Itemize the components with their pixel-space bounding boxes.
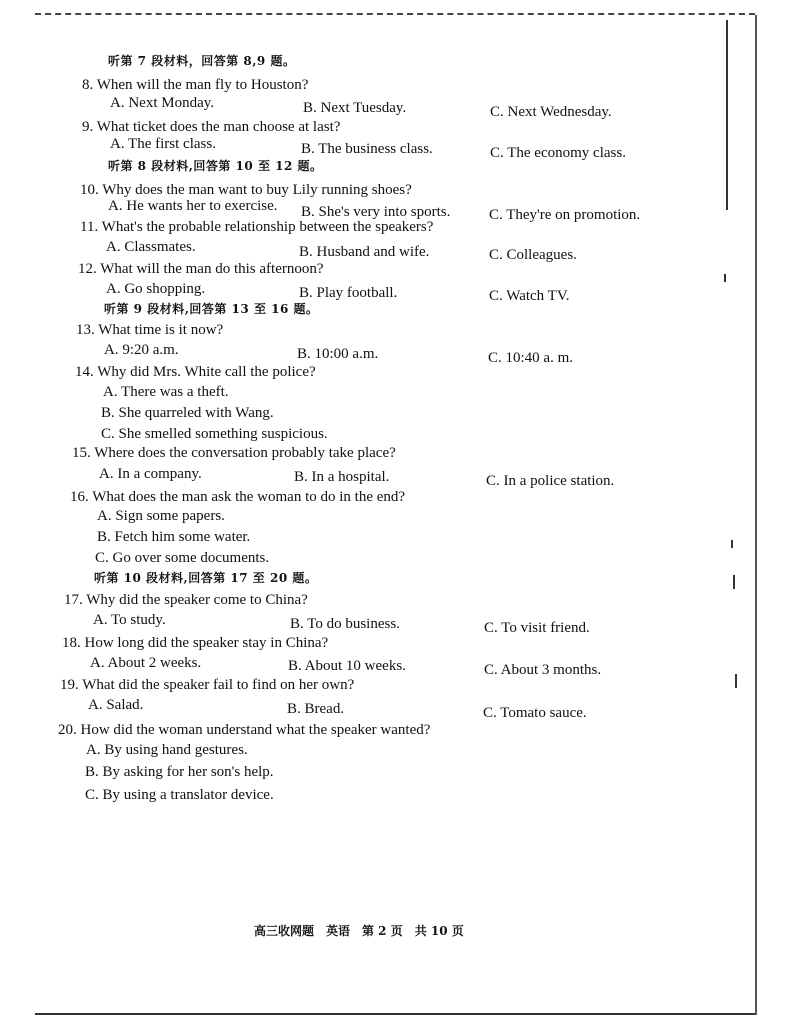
option-b: B. Fetch him some water. bbox=[97, 529, 251, 545]
option-c: C. Colleagues. bbox=[489, 247, 577, 263]
scan-speck bbox=[733, 575, 735, 589]
option-b: B. To do business. bbox=[290, 616, 400, 632]
scan-speck bbox=[731, 540, 733, 548]
question-stem: 18. How long did the speaker stay in China? bbox=[62, 635, 329, 651]
option-b: B. The business class. bbox=[301, 141, 433, 157]
option-a: A. Classmates. bbox=[106, 239, 196, 255]
option-a: A. He wants her to exercise. bbox=[108, 198, 278, 214]
question-stem: 9. What ticket does the man choose at last? bbox=[82, 119, 341, 135]
option-a: A. There was a theft. bbox=[103, 384, 229, 400]
option-a: A. Go shopping. bbox=[106, 281, 206, 297]
option-c: C. Next Wednesday. bbox=[490, 104, 612, 120]
section-heading: 听第 9 段材料,回答第 13 至 16 题。 bbox=[104, 302, 319, 316]
option-b: B. 10:00 a.m. bbox=[297, 346, 379, 362]
question-stem: 15. Where does the conversation probably take place? bbox=[72, 445, 396, 461]
question-stem: 17. Why did the speaker come to China? bbox=[64, 592, 308, 608]
option-a: A. Next Monday. bbox=[110, 95, 215, 111]
question-stem: 16. What does the man ask the woman to do in the end? bbox=[70, 489, 406, 505]
scan-speck bbox=[735, 674, 737, 688]
question-stem: 14. Why did Mrs. White call the police? bbox=[75, 364, 316, 380]
option-c: C. Go over some documents. bbox=[95, 550, 270, 566]
option-b: B. By asking for her son's help. bbox=[85, 764, 274, 780]
option-a: A. Salad. bbox=[88, 697, 144, 713]
option-a: A. To study. bbox=[93, 612, 166, 628]
question-stem: 10. Why does the man want to buy Lily running shoes? bbox=[80, 182, 412, 198]
option-c: C. She smelled something suspicious. bbox=[101, 426, 328, 442]
option-b: B. She quarreled with Wang. bbox=[101, 405, 274, 421]
option-c: C. They're on promotion. bbox=[489, 207, 641, 223]
option-b: B. She's very into sports. bbox=[301, 204, 451, 220]
option-a: A. By using hand gestures. bbox=[86, 742, 248, 758]
option-c: C. About 3 months. bbox=[484, 662, 602, 678]
option-a: A. In a company. bbox=[99, 466, 202, 482]
question-stem: 20. How did the woman understand what the speaker wanted? bbox=[58, 722, 431, 738]
option-a: A. Sign some papers. bbox=[97, 508, 225, 524]
option-a: A. 9:20 a.m. bbox=[104, 342, 179, 358]
option-b: B. Bread. bbox=[287, 701, 345, 717]
top-border-line bbox=[35, 13, 755, 15]
option-c: C. By using a translator device. bbox=[85, 787, 274, 803]
scan-speck bbox=[724, 274, 726, 282]
page-footer: 高三收网题 英语 第 2 页 共 10 页 bbox=[254, 924, 464, 938]
option-c: C. Tomato sauce. bbox=[483, 705, 587, 721]
question-stem: 8. When will the man fly to Houston? bbox=[82, 77, 309, 93]
option-b: B. Next Tuesday. bbox=[303, 100, 407, 116]
option-b: B. Husband and wife. bbox=[299, 244, 430, 260]
option-c: C. 10:40 a. m. bbox=[488, 350, 573, 366]
option-a: A. About 2 weeks. bbox=[90, 655, 202, 671]
option-c: C. The economy class. bbox=[490, 145, 626, 161]
option-b: B. In a hospital. bbox=[294, 469, 390, 485]
section-heading: 听第 7 段材料，回答第 8,9 题。 bbox=[108, 54, 296, 68]
right-margin-line bbox=[726, 20, 728, 210]
bottom-border-line bbox=[35, 1013, 755, 1015]
section-heading: 听第 8 段材料,回答第 10 至 12 题。 bbox=[108, 159, 323, 173]
right-edge-line bbox=[755, 15, 757, 1015]
section-heading: 听第 10 段材料,回答第 17 至 20 题。 bbox=[94, 571, 318, 585]
question-stem: 13. What time is it now? bbox=[76, 322, 224, 338]
option-a: A. The first class. bbox=[110, 136, 216, 152]
option-c: C. Watch TV. bbox=[489, 288, 570, 304]
option-c: C. In a police station. bbox=[486, 473, 615, 489]
question-stem: 12. What will the man do this afternoon? bbox=[78, 261, 324, 277]
question-stem: 19. What did the speaker fail to find on her own? bbox=[60, 677, 355, 693]
option-c: C. To visit friend. bbox=[484, 620, 590, 636]
option-b: B. About 10 weeks. bbox=[288, 658, 406, 674]
question-stem: 11. What's the probable relationship between the speakers? bbox=[80, 219, 434, 235]
option-b: B. Play football. bbox=[299, 285, 398, 301]
